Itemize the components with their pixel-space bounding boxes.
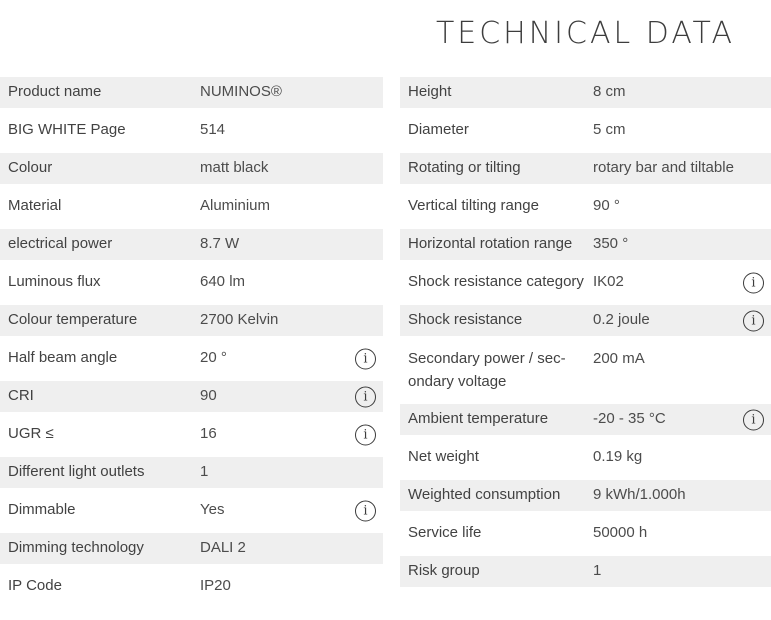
row-label: Colour temperature: [8, 311, 138, 329]
row-label: CRI: [8, 387, 34, 405]
table-row: [400, 77, 771, 108]
info-icon[interactable]: [743, 272, 764, 293]
table-row: [0, 533, 383, 564]
row-value: 9 kWh/1.000h: [593, 486, 686, 504]
row-label: Service life: [408, 524, 482, 542]
page-title: TECHNICAL DATA: [435, 16, 736, 51]
row-label: Net weight: [408, 448, 479, 466]
info-icon[interactable]: [355, 348, 376, 369]
row-value: 640 lm: [200, 273, 246, 291]
row-label: Height: [408, 83, 452, 101]
row-value: 16: [200, 425, 217, 443]
row-value: DALI 2: [200, 539, 246, 557]
row-value: 200 mA: [593, 350, 645, 367]
row-value: 0.19 kg: [593, 448, 643, 466]
row-label: Diameter: [408, 121, 469, 139]
row-label: Shock resistance: [408, 311, 523, 329]
table-row: [0, 115, 383, 146]
tables-container: [0, 77, 771, 609]
row-value: NUMINOS®: [200, 83, 282, 101]
row-value: 90 °: [593, 197, 620, 215]
table-row: [0, 229, 383, 260]
row-label: Different light outlets: [8, 463, 145, 481]
info-icon[interactable]: [355, 500, 376, 521]
info-icon-glyph: i: [363, 503, 368, 518]
table-row: [400, 305, 771, 336]
row-label: Risk group: [408, 562, 480, 580]
info-icon-glyph: i: [751, 412, 756, 427]
row-label: Weighted consumption: [408, 486, 561, 504]
row-value: Aluminium: [200, 197, 271, 215]
table-row: [400, 229, 771, 260]
row-label: Dimmable: [8, 501, 76, 519]
table-row: [400, 191, 771, 222]
row-value: Yes: [200, 501, 225, 519]
table-row: [0, 419, 383, 450]
row-value: matt black: [200, 159, 269, 177]
info-icon-glyph: i: [363, 351, 368, 366]
row-label: Half beam angle: [8, 349, 118, 367]
table-row: [0, 343, 383, 374]
row-label: Rotating or tilting: [408, 159, 521, 177]
info-icon[interactable]: [355, 424, 376, 445]
table-row: [0, 191, 383, 222]
table-row: [0, 381, 383, 412]
table-row: [400, 153, 771, 184]
row-value: 0.2 joule: [593, 311, 650, 329]
row-value: 350 °: [593, 235, 629, 253]
row-value: 514: [200, 121, 226, 139]
row-label: Ambient temperature: [408, 410, 549, 428]
row-label: Dimming technology: [8, 539, 144, 557]
row-value: 5 cm: [593, 121, 626, 139]
info-icon[interactable]: [743, 310, 764, 331]
row-label: Shock resistance category: [408, 273, 584, 291]
table-row: [400, 556, 771, 587]
row-value: IK02: [593, 273, 624, 291]
info-icon-glyph: i: [751, 275, 756, 290]
info-icon[interactable]: [743, 409, 764, 430]
row-value: 50000 h: [593, 524, 648, 542]
row-label: UGR ≤: [8, 425, 54, 443]
table-row: [400, 267, 771, 298]
row-value: rotary bar and tiltable: [593, 159, 734, 177]
row-label: Vertical tilting range: [408, 197, 539, 215]
table-row: [400, 404, 771, 435]
row-label: BIG WHITE Page: [8, 121, 126, 139]
table-row: [0, 267, 383, 298]
table-row: [400, 115, 771, 146]
table-row: [0, 153, 383, 184]
left-spec-table: [0, 77, 383, 609]
table-row: [400, 343, 771, 397]
table-row: [0, 571, 383, 602]
table-row: [0, 305, 383, 336]
info-icon-glyph: i: [751, 313, 756, 328]
row-label: Product name: [8, 83, 102, 101]
table-row: [0, 77, 383, 108]
row-label: Material: [8, 197, 62, 215]
row-value: 8 cm: [593, 83, 626, 101]
row-value: 20 °: [200, 349, 227, 367]
table-row: [0, 495, 383, 526]
info-icon-glyph: i: [363, 389, 368, 404]
row-value: IP20: [200, 577, 231, 595]
row-label: electrical power: [8, 235, 113, 253]
row-value: 2700 Kelvin: [200, 311, 279, 329]
row-label: Luminous flux: [8, 273, 101, 291]
row-value: 90: [200, 387, 217, 405]
row-value: 1: [200, 463, 209, 481]
row-value: 1: [593, 562, 602, 580]
table-row: [400, 480, 771, 511]
row-label: Colour: [8, 159, 53, 177]
row-value: 8.7 W: [200, 235, 240, 253]
row-value: -20 - 35 °C: [593, 410, 666, 428]
info-icon[interactable]: [355, 386, 376, 407]
table-row: [400, 442, 771, 473]
right-spec-table: [400, 77, 771, 609]
table-row: [0, 457, 383, 488]
row-label: Horizontal rotation range: [408, 235, 573, 253]
row-label: Secondary power / secondary voltage: [408, 350, 566, 390]
table-row: [400, 518, 771, 549]
row-label: IP Code: [8, 577, 62, 595]
info-icon-glyph: i: [363, 427, 368, 442]
